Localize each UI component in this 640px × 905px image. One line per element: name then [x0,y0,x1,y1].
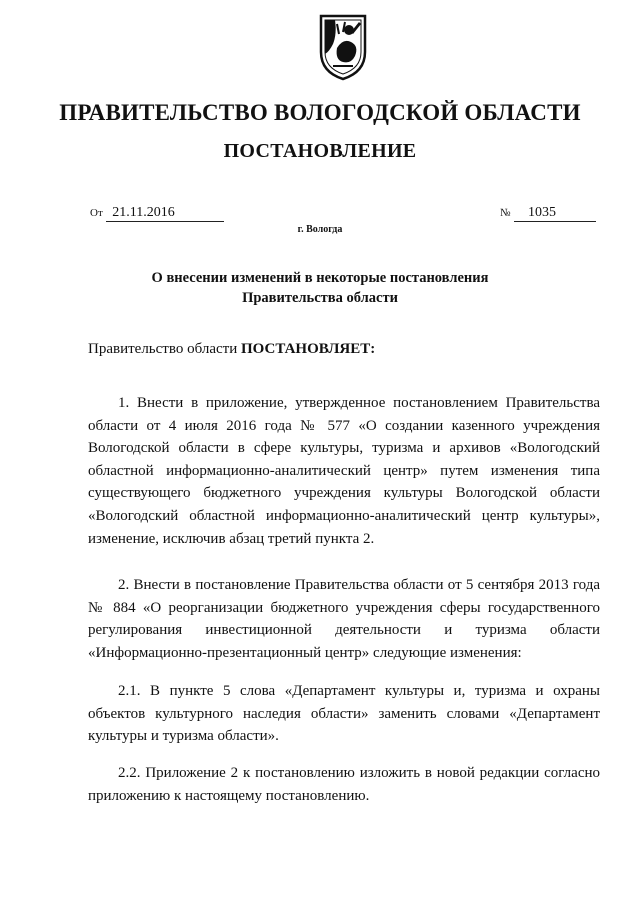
preamble [88,341,375,358]
preamble-text: Правительство области [88,341,241,357]
number-field [500,205,596,222]
paragraph-2-1: 2.1. В пункте 5 слова «Департамент культуры и, туризма и охраны объектов культурного наследия области» заменить словами «Департамент культуры и туризма области». [88,683,600,745]
date-prefix: От [90,207,103,219]
government-title: ПРАВИТЕЛЬСТВО ВОЛОГОДСКОЙ ОБЛАСТИ [59,100,581,125]
city-label: г. Вологда [297,224,343,235]
subject-line-1: О внесении изменений в некоторые постановления [151,270,489,286]
paragraph-2-2: 2.2. Приложение 2 к постановлению изложить в новой редакции согласно приложению к настоящему постановлению. [88,765,600,804]
coat-of-arms-icon [315,12,371,82]
subject-line-2: Правительства области [242,290,398,306]
paragraph-1: 1. Внести в приложение, утвержденное постановлением Правительства области от 4 июля 2016 года № 577 «О создании казенного учреждения Вологодской области в сфере культуры, туризма и архивов «Вологодский областной информационно-аналитический центр» путем изменения типа существующего бюджетного учреждения культуры Вологодской области «Вологодский областной информационно-аналитический центр культуры», изменение, исключив абзац третий пункта 2. [88,395,600,547]
date-field [90,205,224,222]
document-subject [0,268,640,308]
paragraph-2: 2. Внести в постановление Правительства области от 5 сентября 2013 года № 884 «О реорганизации бюджетного учреждения сферы государственного регулирования инвестиционной деятельности и туризма области «Информационно-презентационный центр» следующие изменения: [88,577,600,661]
number-prefix: № [500,207,511,219]
document-number: 1035 [514,205,596,222]
document-type-title: ПОСТАНОВЛЕНИЕ [223,140,417,162]
preamble-decree-word: ПОСТАНОВЛЯЕТ: [240,341,376,357]
document-date: 21.11.2016 [106,205,224,222]
